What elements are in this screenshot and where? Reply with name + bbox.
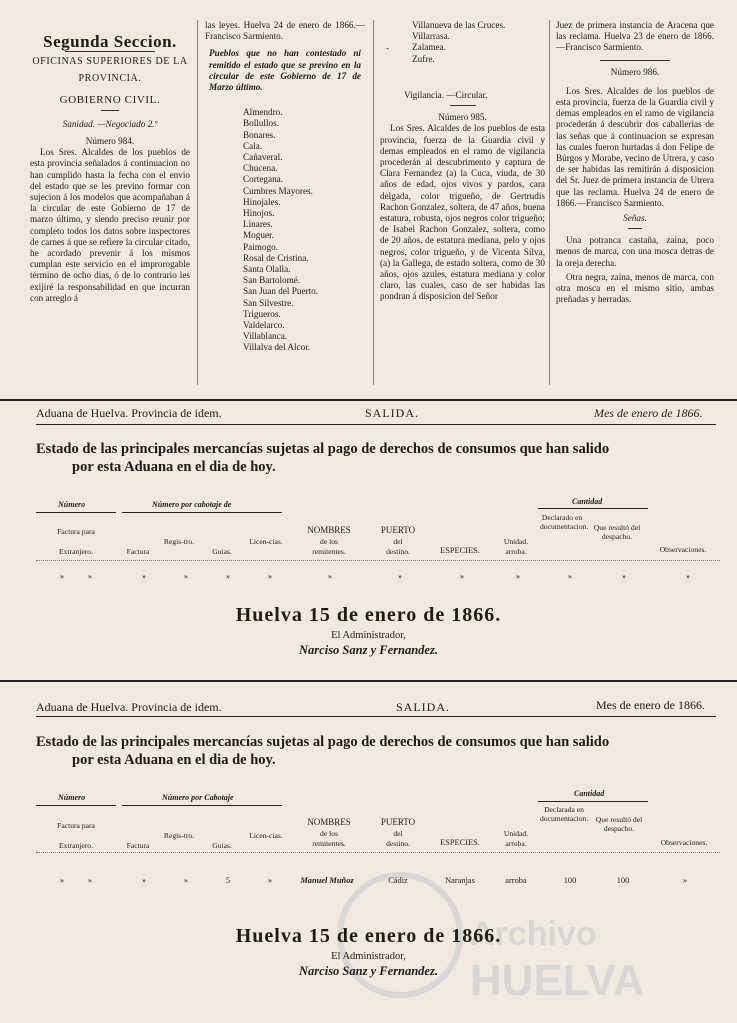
rule (538, 801, 648, 802)
header-base-rule (36, 852, 720, 853)
col-nombres: NOMBRES (307, 525, 351, 535)
salida-label: SALIDA. (365, 406, 419, 420)
col-resulto: Que resultó del despacho. (593, 523, 641, 541)
numero-heading: Número 985. (438, 112, 487, 123)
col-puerto: PUERTO (380, 817, 416, 827)
table-cell: » (621, 572, 627, 581)
col-destino: destino. (386, 547, 410, 556)
table-cell: » (515, 572, 521, 581)
divider (628, 228, 642, 229)
rule (36, 805, 116, 806)
notice-body: Los Sres. Alcaldes de los pueblos de esta provincia, fuerza de la Guardia civil y demas empleados en el ramo de vigilancia procederán al descubrimento y captura de Clara Fernandez (a) la Cuca, viuda, de 30 años de edad, ojos vivos y pardos, cara delgada, color trigueño, de Gertrudis Rachon Gonzalez, soltera, de 47 años, buena estatura, robusta, ojos negros color trigueño; de Isabel Rachon Gonzalez, soltera, como de 20 años, de estatura mediana, pelo y ojos negros, color trigueño, y de Vicenta Silva, (a) la Gallega, de estado soltera, como de 30 años, ojos azules, estatura mediana y color claro, las cuales, caso de ser habidas las pondran á disposicion del Señor (380, 123, 545, 302)
col-especies: ESPECIES. (440, 546, 480, 555)
col-cantidad: Cantidad (574, 789, 605, 798)
col-guias: Guias. (212, 841, 232, 850)
divider (101, 110, 119, 111)
col-del: del (393, 829, 403, 838)
rule (122, 512, 282, 513)
table-cell: » (267, 572, 273, 581)
col-cabotaje: Número por cabotaje de (152, 500, 232, 509)
column-divider (373, 20, 374, 385)
town-item: Villablanca. (243, 331, 288, 342)
town-item: San Juan del Puerto. (243, 286, 319, 297)
col-extranjero: Extranjero. (59, 841, 93, 850)
subtitle-line1: OFICINAS SUPERIORES DE LA (32, 56, 188, 68)
mes-label: Mes de enero de 1866. (594, 406, 703, 420)
col-arroba: arroba. (505, 839, 527, 848)
signature-name: Narciso Sanz y Fernandez. (299, 643, 438, 657)
town-item: Rosal de Cristina. (243, 252, 309, 263)
section-rule (0, 680, 737, 682)
town-item: Hinojos. (243, 208, 275, 219)
section-rule (0, 399, 737, 401)
sena-1: Una potranca castaña, zaina, poco menos de marca, con una mosca detras de la oreja derecha. (556, 235, 714, 268)
estado-title-line2: por esta Aduana en el dia de hoy. (72, 459, 276, 475)
estado-title-line1: Estado de las principales mercancías sujetas al pago de derechos de consumos que han salido (36, 441, 610, 457)
cell-destino: Cádiz (388, 876, 408, 885)
notice-body: Los Sres. Alcaldes de los pueblos de esta provincia señalados á continuacion no han cumplido hasta la fecha con el envio del estado que se les previno formar con sujecion á los modelos que acompañaban á la circular de este Gobierno de 17 de marzo último, y siendo preciso reunir por completo todos los datos sobre inspectores de carnes á que se refiere la circular citado, he acordado prevenir á los mismos cumplan este servicio en el improrogable término de ocho dias, ó de lo contrario les exijiré la responsabilidad en que incurran con arreglo á (30, 147, 190, 303)
cell-guias: 5 (225, 876, 231, 885)
town-item: Hinojales. (243, 196, 281, 207)
col-registro: Regis-tro. (163, 831, 195, 840)
cell-remitente: Manuel Muñoz (300, 876, 354, 885)
town-item: Trigueros. (243, 308, 281, 319)
col-declarado: Declarado en documentacion. (540, 513, 589, 531)
cell-resulto: 100 (616, 876, 630, 885)
signature-date: Huelva 15 de enero de 1866. (235, 925, 502, 947)
column-3 (380, 20, 545, 306)
salida-label: SALIDA. (396, 700, 450, 714)
column-divider (549, 20, 550, 385)
header-rule (36, 424, 716, 425)
cell-unidad: arroba (505, 876, 527, 885)
town-item: San Silvestre. (243, 297, 294, 308)
col-delos: de los (320, 537, 338, 546)
aduana-label: Aduana de Huelva. Provincia de idem. (36, 700, 222, 714)
cell-observaciones: » (682, 876, 688, 885)
watermark-text-2: HUELVA (470, 956, 645, 1005)
town-item: Zalamea. (412, 42, 446, 53)
col-numero: Número (58, 793, 86, 802)
col-unidad: Unidad. (503, 829, 529, 838)
column-1 (30, 20, 190, 307)
col-arroba: arroba. (505, 547, 527, 556)
col-licencias: Licen-cias. (249, 831, 283, 840)
col-licencias: Licen-cias. (249, 537, 283, 546)
town-item: Villanueva de las Cruces. (412, 20, 506, 30)
sanidad-heading: Sanidad. —Negociado 2.º (62, 118, 158, 129)
town-item: Zufre. (412, 53, 435, 64)
col-puerto: PUERTO (380, 525, 416, 535)
vigilancia-heading: Vigilancia. —Circular. (404, 90, 488, 101)
col-cantidad: Cantidad (572, 497, 603, 506)
town-item: Cortegana. (243, 174, 284, 185)
signature-name: Narciso Sanz y Fernandez. (299, 964, 438, 978)
town-item: Santa Olalla. (243, 264, 291, 275)
estado-title-line1: Estado de las principales mercancías sujetas al pago de derechos de consumos que han salido (36, 734, 610, 750)
divider (65, 51, 155, 52)
notice-body: Los Sres. Alcaldes de los pueblos de esta provincia, fuerza de la Guardia civil y demas empleados en el ramo de vigilancia procederán á descubrir dos caballerias de las señas que á continuacion se expresan las cuales fueron hurtadas á don Felipe de Búrgos y Morabe, vecino de Utrera, y caso de ser habidas las remitirán á disposicion del Sr. Juez de primera instancia de Utrera que las reclama. Huelva 24 de enero de 1866.—Francisco Sarmiento. (556, 85, 714, 208)
senas-heading: Señas. (623, 213, 647, 224)
town-item: Moguer. (243, 230, 274, 241)
town-item: San Bartolomé. (243, 275, 301, 286)
town-item: Villarrasa. (412, 31, 450, 42)
cell-declarado: 100 (563, 876, 577, 885)
col-del: del (393, 537, 403, 546)
town-item: Valdelarco. (243, 320, 285, 331)
col-especies: ESPECIES. (440, 838, 480, 847)
col-resulto: Que resultó del despacho. (595, 815, 643, 833)
table-cell: » (225, 572, 231, 581)
table-cell: » (459, 572, 465, 581)
table-cell: » (567, 572, 573, 581)
signature-admin: El Administrador, (331, 630, 406, 641)
town-item: Paimogo. (243, 241, 278, 252)
col-guias: Guias. (212, 547, 232, 556)
town-item: Chucena. (243, 163, 278, 174)
cell-licencias: » (267, 876, 273, 885)
table-cell: » (327, 572, 333, 581)
town-item: Cala. (243, 140, 263, 151)
col-registro: Regis-tro. (163, 537, 195, 546)
cell-factura: » (141, 876, 147, 885)
town-item: Bollullos. (243, 118, 279, 129)
col-extranjero: Extranjero. (59, 547, 93, 556)
gobierno-heading: GOBIERNO CIVIL. (59, 93, 161, 106)
table-cell: » (141, 572, 147, 581)
numero-heading: Número 984. (85, 136, 135, 147)
town-item: Villalva del Alcor. (243, 342, 311, 353)
table-cell: » (87, 572, 93, 581)
town-item: Cañaveral. (243, 152, 283, 163)
notice-continuation: las leyes. Huelva 24 de enero de 1866.—Francisco Sarmiento. (205, 20, 365, 42)
col-factura: Factura (126, 841, 150, 850)
col-numero: Número (58, 500, 86, 509)
table-cell: » (59, 572, 65, 581)
col-delos: de los (320, 829, 338, 838)
town-item: Cumbres Mayores. (243, 185, 313, 196)
cell-extranjero: » (59, 876, 65, 885)
table-cell: » (685, 572, 691, 581)
column-divider (197, 20, 198, 385)
town-item: Almendro. (243, 107, 283, 118)
pueblos-heading: Pueblos que no han contestado ni remitido el estado que se previno en la circular de este Gobierno de 17 de Marzo último. (209, 48, 361, 93)
column-2 (205, 20, 365, 354)
cell-especies: Naranjas (445, 876, 475, 885)
dash: - (386, 42, 390, 53)
header-base-rule (36, 560, 720, 561)
town-item: Linares. (243, 219, 273, 230)
estado-title-line2: por esta Aduana en el dia de hoy. (72, 752, 276, 768)
col-factura-para: Factura para (57, 527, 95, 536)
col-observaciones: Observaciones. (659, 545, 707, 554)
col-factura-para: Factura para (57, 821, 95, 830)
aduana-label: Aduana de Huelva. Provincia de idem. (36, 406, 222, 420)
table-cell: » (183, 572, 189, 581)
notice-continuation: Juez de primera instancia de Aracena que las reclama. Huelva 23 de enero de 1866.—Francisco Sarmiento. (556, 20, 714, 53)
sena-2: Otra negra, zaina, menos de marca, con otra mosca en el mismo sitio, ambas preñadas y herradas. (556, 271, 714, 305)
col-destino: destino. (386, 839, 410, 848)
signature-date: Huelva 15 de enero de 1866. (235, 604, 502, 626)
watermark-text-1: Archivo (470, 915, 597, 953)
numero-heading: Número 986. (610, 66, 660, 77)
col-remitentes: remitentes. (312, 839, 346, 848)
col-nombres: NOMBRES (307, 817, 351, 827)
col-declarado: Declarada en documentacion. (540, 805, 589, 823)
divider (450, 105, 476, 106)
col-remitentes: remitentes. (312, 547, 346, 556)
table-cell: » (397, 572, 403, 581)
rule (122, 805, 282, 806)
subtitle-line2: PROVINCIA. (78, 73, 142, 85)
rule (36, 512, 116, 513)
col-factura: Factura (126, 547, 150, 556)
cell-factura-para: » (87, 876, 93, 885)
town-item: Bonares. (243, 129, 276, 140)
towns-list (205, 107, 365, 353)
col-cabotaje: Número por Cabotaje (162, 793, 234, 802)
col-unidad: Unidad. (503, 537, 529, 546)
mes-label: Mes de enero de 1866. (596, 698, 705, 712)
col-observaciones: Observaciones. (660, 838, 708, 847)
section-title: Segunda Seccion. (43, 32, 177, 51)
cell-registro: » (183, 876, 189, 885)
signature-admin: El Administrador, (331, 951, 406, 962)
divider (600, 60, 670, 61)
column-4 (556, 20, 714, 308)
header-rule (36, 716, 716, 717)
rule (538, 508, 648, 509)
